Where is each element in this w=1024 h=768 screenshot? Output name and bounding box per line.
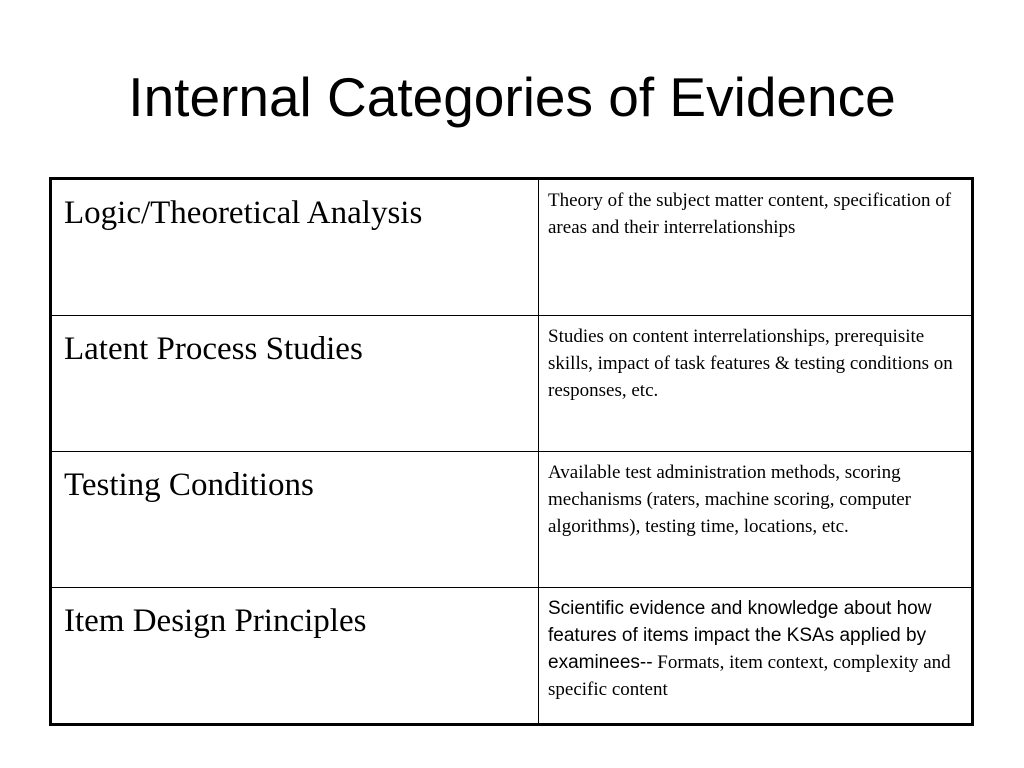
category-cell: Testing Conditions bbox=[51, 452, 539, 588]
description-cell: Studies on content interrelationships, prerequisite skills, impact of task features & testing conditions on responses, etc. bbox=[539, 316, 973, 452]
category-cell: Latent Process Studies bbox=[51, 316, 539, 452]
description-cell bbox=[539, 588, 973, 725]
table-row bbox=[51, 588, 973, 725]
evidence-table bbox=[49, 177, 974, 726]
slide-title: Internal Categories of Evidence bbox=[128, 66, 896, 128]
description-sans-text: Scientific evidence and knowledge about how features of items impact the KSAs applied by examinees-- bbox=[548, 598, 932, 673]
description-cell: Theory of the subject matter content, specification of areas and their interrelationships bbox=[539, 179, 973, 316]
category-cell: Item Design Principles bbox=[51, 588, 539, 725]
category-cell: Logic/Theoretical Analysis bbox=[51, 179, 539, 316]
description-serif-text: Formats, item context, complexity and specific content bbox=[548, 652, 951, 700]
table-row bbox=[51, 316, 973, 452]
table-row bbox=[51, 179, 973, 316]
table-row bbox=[51, 452, 973, 588]
description-cell: Available test administration methods, scoring mechanisms (raters, machine scoring, computer algorithms), testing time, locations, etc. bbox=[539, 452, 973, 588]
